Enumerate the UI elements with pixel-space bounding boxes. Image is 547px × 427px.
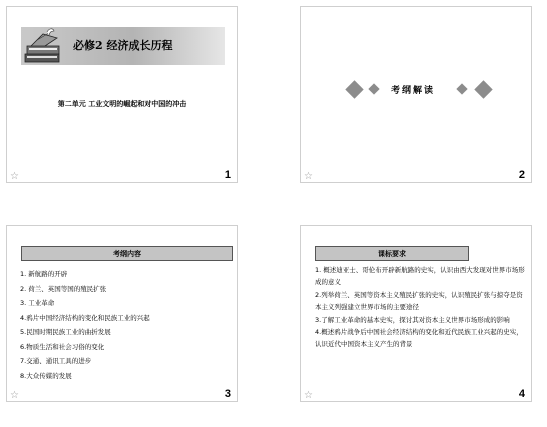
- list-item: 6.物质生活和社会习俗的变化: [20, 342, 105, 351]
- diamond-icon: [474, 80, 492, 98]
- diamond-icon: [456, 83, 467, 94]
- slide-thumbnail-3[interactable]: [6, 225, 238, 402]
- outline-list: [315, 264, 525, 351]
- star-icon: ☆: [10, 390, 19, 401]
- list-item: 2.列举荷兰、英国等资本主义殖民扩张的史实，认识殖民扩张与掠夺是资本主义列强建立世界市场的主要途径: [315, 290, 523, 312]
- list-item: 1. 新航路的开辟: [20, 270, 68, 278]
- section-header: 考纲内容: [21, 246, 233, 261]
- slide-thumbnail-4[interactable]: [300, 225, 532, 402]
- section-header: 课标要求: [315, 246, 469, 261]
- list-item: 8.大众传媒的发展: [20, 371, 72, 380]
- slide-title: 考纲解读: [391, 86, 436, 96]
- list-item: 5.民国时期民族工业的曲折发展: [20, 328, 111, 336]
- page-number: 3: [224, 388, 231, 400]
- star-icon: ☆: [304, 390, 313, 401]
- outline-list: [20, 267, 150, 383]
- page-number: 1: [224, 169, 231, 181]
- slide-subtitle: 第二单元 工业文明的崛起和对中国的冲击: [57, 99, 187, 108]
- star-icon: ☆: [10, 171, 19, 182]
- diamond-icon: [345, 80, 363, 98]
- list-item: 3. 工业革命: [20, 299, 55, 307]
- page-number: 4: [518, 388, 525, 400]
- slide-title: 必修2 经济成长历程: [73, 39, 173, 52]
- diamond-icon: [368, 83, 379, 94]
- list-item: 4.概述鸦片战争后中国社会经济结构的变化和近代民族工业兴起的史实，认识近代中国资本主义产生的背景: [315, 328, 523, 349]
- page-number: 2: [518, 169, 525, 181]
- list-item: 2. 荷兰、英国等国的殖民扩张: [20, 284, 107, 293]
- slide-thumbnail-1[interactable]: [6, 6, 238, 183]
- list-item: 1. 概述迪亚士、哥伦布开辟新航路的史实，认识由西大发现对世界市场形成的意义: [315, 266, 525, 287]
- list-item: 7.交通、通讯工具的进步: [20, 357, 92, 365]
- star-icon: ☆: [304, 171, 313, 182]
- list-item: 3.了解工业革命的基本史实，探讨其对资本主义世界市场形成的影响: [315, 315, 510, 324]
- list-item: 4.鸦片中国经济结构的变化和民族工业的兴起: [20, 313, 150, 322]
- books-icon: [23, 26, 65, 68]
- slide-thumbnail-2[interactable]: [300, 6, 532, 183]
